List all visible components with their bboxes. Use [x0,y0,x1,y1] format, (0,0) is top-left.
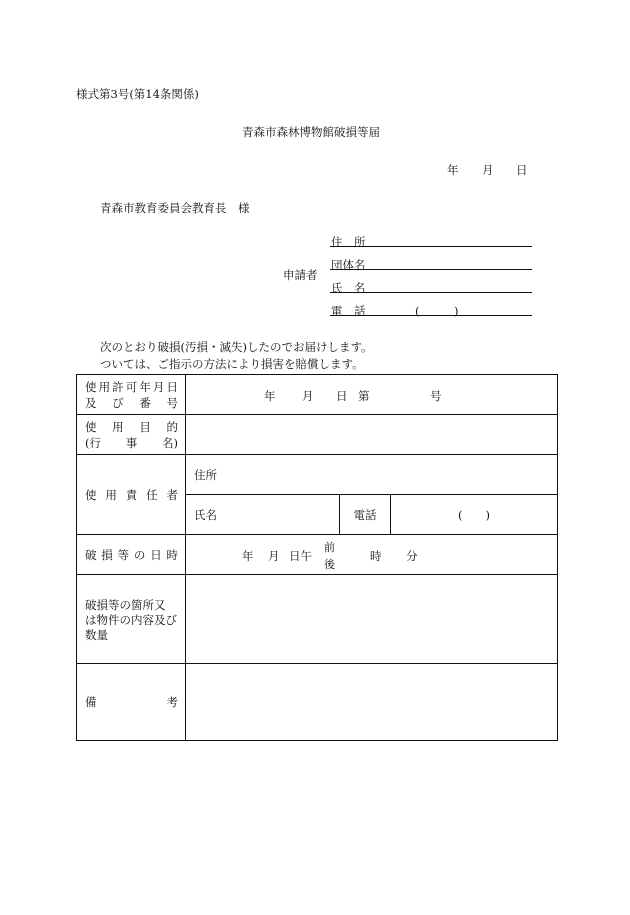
label-damage-datetime-text: 破 損 等 の 日 時 [85,547,178,562]
responsible-phone-paren: ( ) [458,507,490,522]
applicant-name-label: 氏 名 [331,281,366,295]
page-title: 青森市森林博物館破損等届 [242,125,380,139]
permit-year: 年 [264,388,276,403]
damage-pm: 後 [324,557,335,571]
damage-minute: 分 [406,548,418,563]
label-damage-details-line1: 破損等の箇所又 [85,598,166,612]
label-purpose [77,415,186,455]
body-text-line1: 次のとおり破損(汚損・滅失)したのでお届けします。 [100,340,373,354]
purpose-field[interactable] [186,415,558,455]
applicant-address-field[interactable] [330,246,532,247]
applicant-label: 申請者 [283,268,318,282]
row-remarks [77,664,558,741]
row-damage-details [77,575,558,664]
label-remarks-text: 備 考 [85,695,178,709]
applicant-address-label: 住 所 [331,235,366,249]
row-permit-date [77,375,558,415]
date-day: 日 [516,163,528,177]
label-damage-details-line3: 数量 [85,628,108,642]
label-damage-details [77,575,186,664]
damage-report-table [76,374,558,741]
row-responsible-address [77,455,558,495]
date-month: 月 [482,163,494,177]
applicant-phone-paren: ( ) [415,304,459,318]
label-permit-date-line1: 使 用 許 可 年 月 日 [85,379,178,394]
damage-datetime-field[interactable] [186,535,558,575]
responsible-address-label: 住所 [194,467,217,482]
label-damage-details-line2: は物件の内容及び [85,613,177,627]
permit-dai: 第 [358,388,370,403]
remarks-field[interactable] [186,664,558,741]
date-year: 年 [447,163,459,177]
applicant-group-label: 団体名 [331,258,366,272]
permit-day: 日 [336,388,348,403]
row-damage-datetime [77,535,558,575]
permit-go: 号 [430,388,442,403]
permit-date-field[interactable] [186,375,558,415]
label-responsible-text: 使 用 責 任 者 [85,487,178,502]
damage-year: 年 [242,548,254,563]
body-text-line2: ついては、ご指示の方法により損害を賠償します。 [100,357,364,371]
responsible-phone-label: 電話 [353,507,377,522]
responsible-address-field[interactable] [186,455,558,495]
label-purpose-line1: 使 用 目 的 [85,419,178,434]
damage-day-pm: 日午 [289,548,312,563]
responsible-phone-label-cell [340,495,391,535]
form-number: 様式第3号(第14条関係) [76,87,199,101]
responsible-name-field[interactable] [186,495,340,535]
damage-month: 月 [268,548,280,563]
label-responsible [77,455,186,535]
permit-month: 月 [302,388,314,403]
applicant-name-field[interactable] [330,292,532,293]
row-purpose [77,415,558,455]
label-permit-date [77,375,186,415]
damage-hour: 時 [370,548,382,563]
damage-am: 前 [324,540,335,554]
responsible-name-label: 氏名 [194,507,217,522]
label-purpose-line2: (行 事 名) [85,435,178,450]
applicant-phone-field[interactable] [330,315,532,316]
label-remarks [77,664,186,741]
responsible-phone-field[interactable] [391,495,558,535]
addressee: 青森市教育委員会教育長 様 [100,201,250,215]
damage-details-field[interactable] [186,575,558,664]
label-permit-date-line2: 及 び 番 号 [85,395,178,410]
applicant-group-field[interactable] [330,269,532,270]
applicant-phone-label: 電 話 [331,304,366,318]
label-damage-datetime [77,535,186,575]
